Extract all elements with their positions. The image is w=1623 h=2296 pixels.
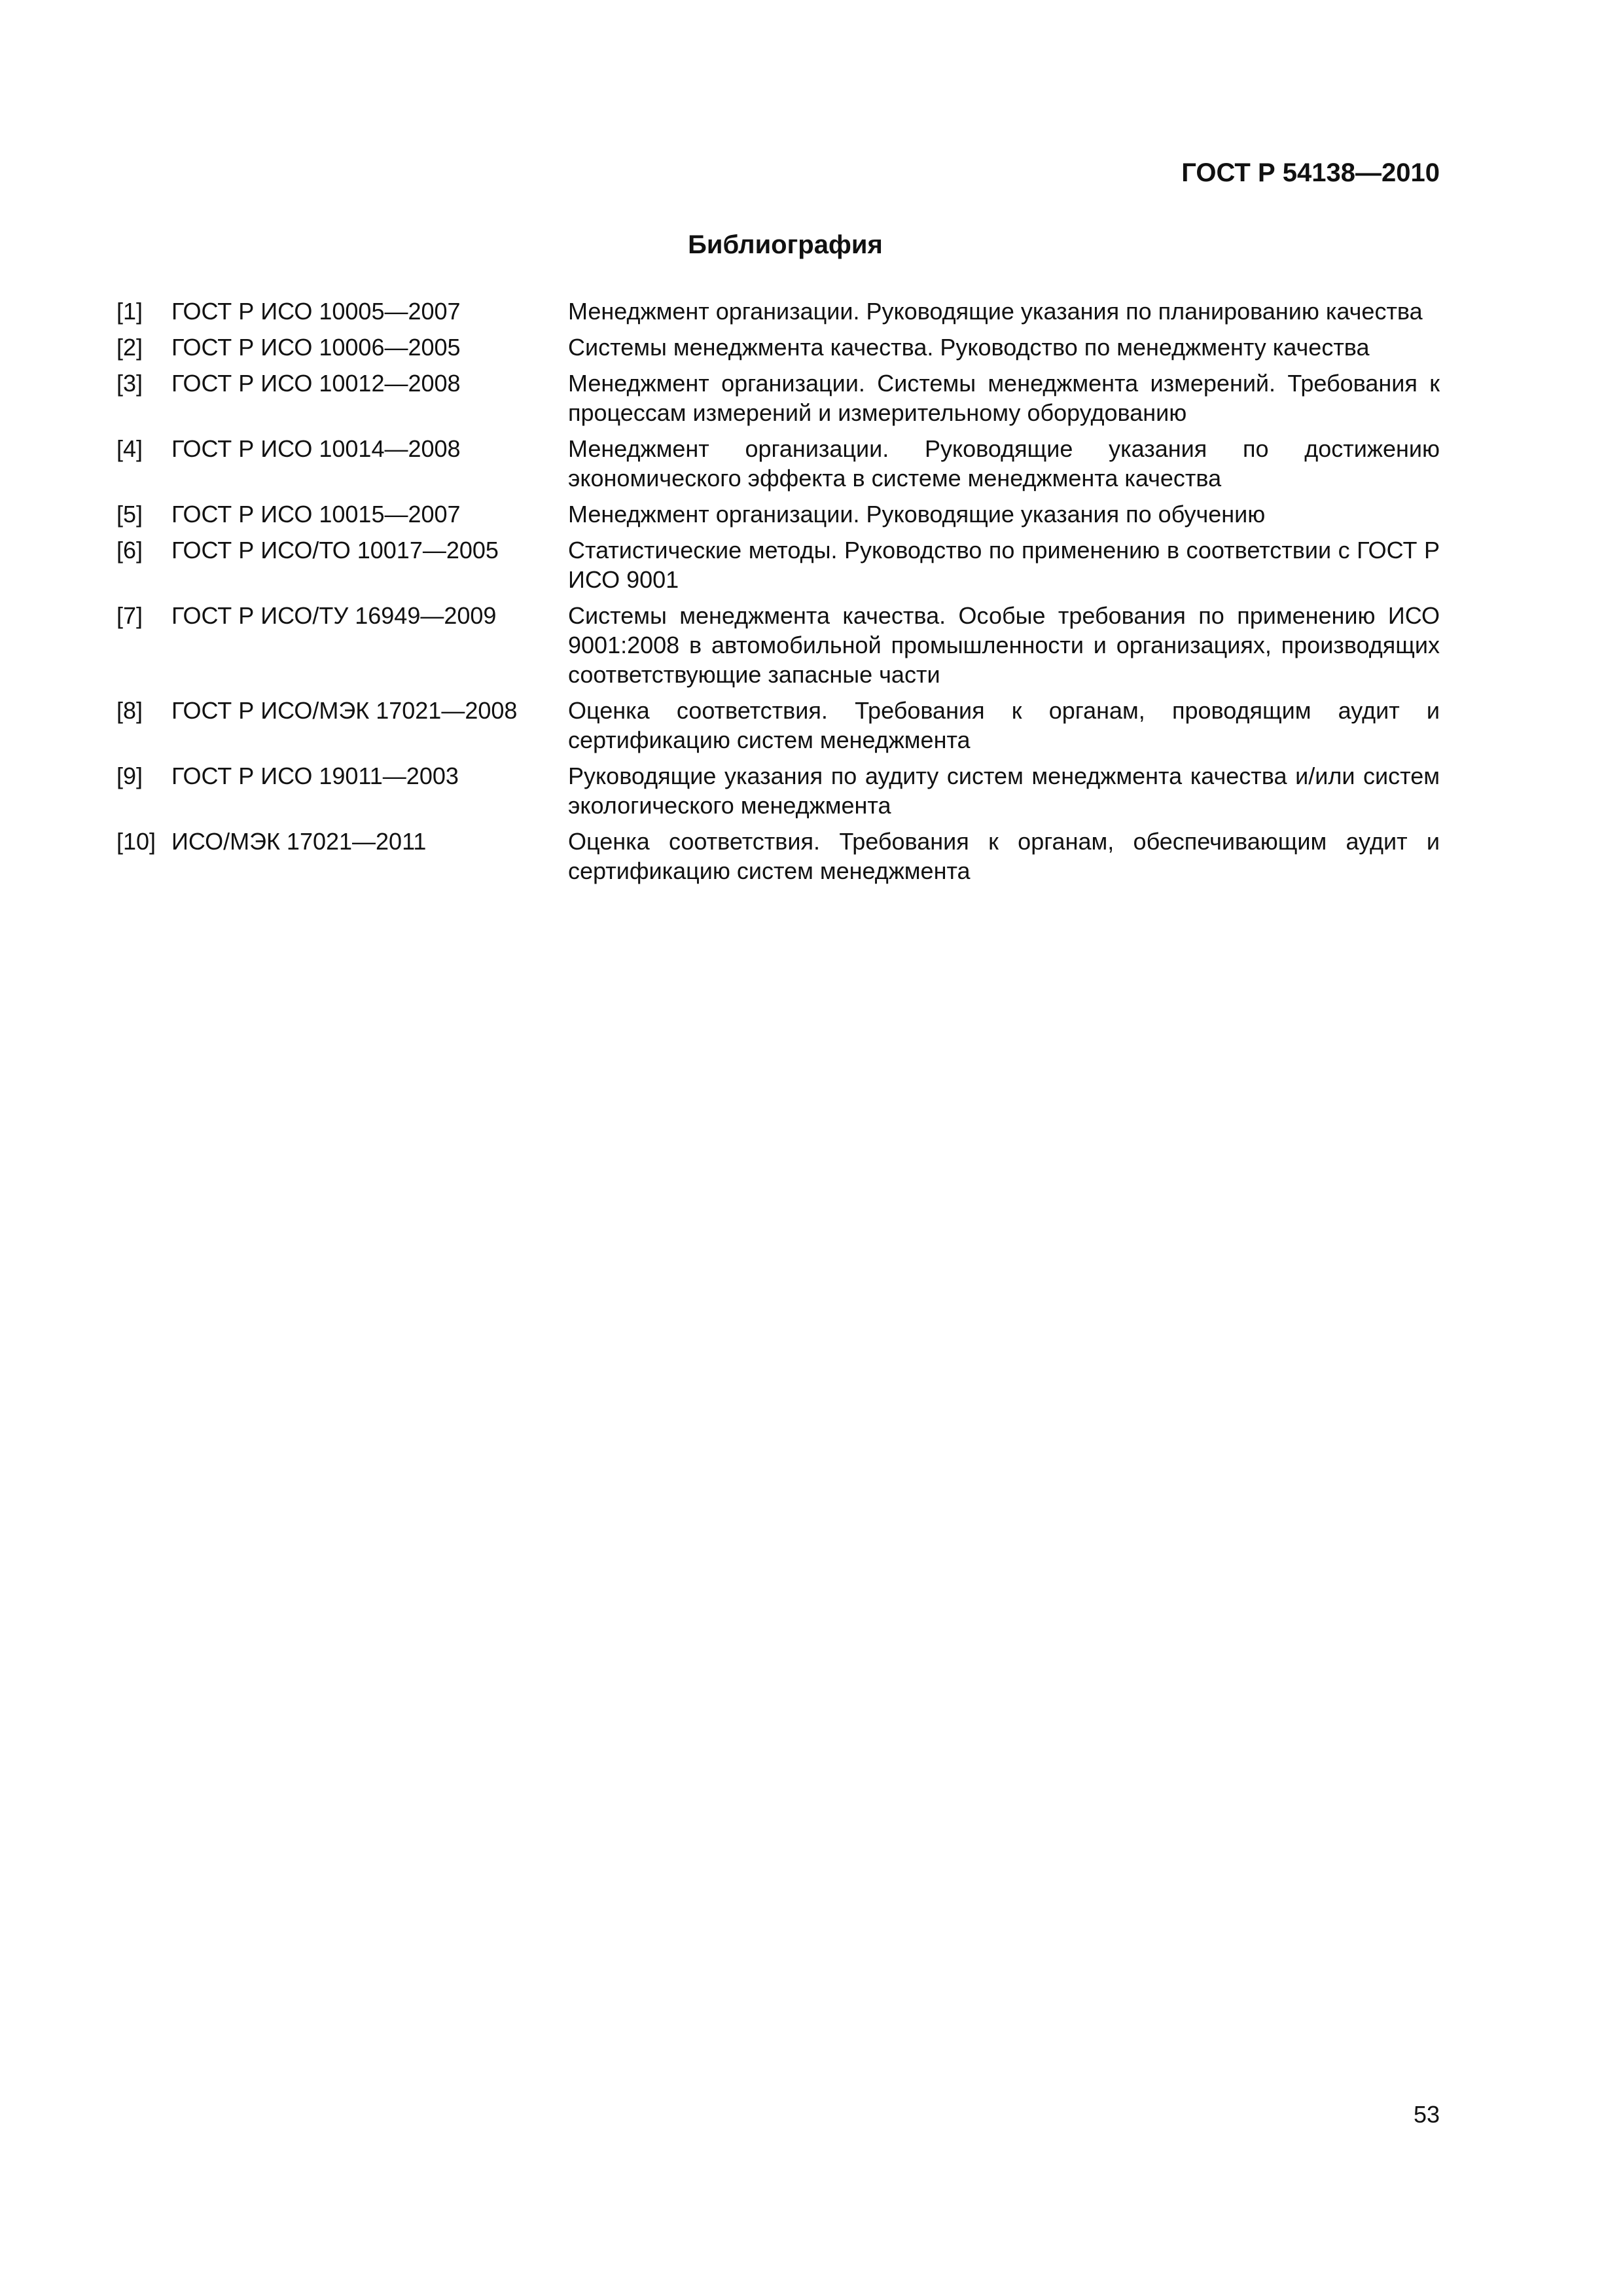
entry-standard-code: ГОСТ Р ИСО 10006—2005: [171, 334, 461, 361]
entry-standard-code: ГОСТ Р ИСО 10012—2008: [171, 370, 461, 397]
entry-standard-code: ИСО/МЭК 17021—2011: [171, 828, 427, 855]
entry-number: [5]: [116, 501, 143, 528]
entry-standard-code: ГОСТ Р ИСО 10005—2007: [171, 298, 461, 325]
entry-title: Менеджмент организации. Системы менеджмента измерений. Требования к процессам измерений и измерительному оборудованию: [568, 370, 1440, 426]
bibliography-entry: [116, 761, 1440, 820]
entry-number: [4]: [116, 435, 143, 462]
entry-title: Системы менеджмента качества. Руководство по менеджменту качества: [568, 334, 1370, 361]
entry-standard-code: ГОСТ Р ИСО 10014—2008: [171, 435, 461, 462]
entry-standard-code: ГОСТ Р ИСО/ТУ 16949—2009: [171, 602, 497, 629]
entry-number: [7]: [116, 602, 143, 629]
bibliography-list: [116, 296, 1440, 892]
bibliography-entry: [116, 827, 1440, 886]
entry-title: Менеджмент организации. Руководящие указания по достижению экономического эффекта в системе менеджмента качества: [568, 435, 1440, 492]
entry-number: [3]: [116, 370, 143, 397]
bibliography-entry: [116, 434, 1440, 493]
entry-title: Руководящие указания по аудиту систем менеджмента качества и/или систем экологического менеджмента: [568, 762, 1440, 819]
bibliography-entry: [116, 601, 1440, 689]
bibliography-entry: [116, 332, 1440, 362]
document-code: ГОСТ Р 54138—2010: [1181, 158, 1440, 187]
entry-number: [1]: [116, 298, 143, 325]
bibliography-entry: [116, 296, 1440, 326]
entry-title: Менеджмент организации. Руководящие указания по обучению: [568, 501, 1266, 528]
bibliography-entry: [116, 696, 1440, 755]
entry-number: [6]: [116, 537, 143, 564]
bibliography-entry: [116, 499, 1440, 529]
entry-title: Статистические методы. Руководство по применению в соответствии с ГОСТ Р ИСО 9001: [568, 537, 1440, 593]
entry-title: Системы менеджмента качества. Особые требования по применению ИСО 9001:2008 в автомобильной промышленности и организациях, производящих соответствующие запасные части: [568, 602, 1440, 688]
entry-number: [2]: [116, 334, 143, 361]
entry-number: [8]: [116, 697, 143, 724]
page-number: 53: [1413, 2101, 1440, 2128]
section-title: Библиография: [688, 230, 883, 259]
entry-title: Менеджмент организации. Руководящие указания по планированию качества: [568, 298, 1423, 325]
bibliography-entry: [116, 368, 1440, 427]
entry-standard-code: ГОСТ Р ИСО/МЭК 17021—2008: [171, 697, 518, 724]
bibliography-entry: [116, 535, 1440, 594]
entry-title: Оценка соответствия. Требования к органам, проводящим аудит и сертификацию систем менеджмента: [568, 697, 1440, 753]
entry-number: [9]: [116, 762, 143, 789]
entry-standard-code: ГОСТ Р ИСО 19011—2003: [171, 762, 459, 789]
entry-standard-code: ГОСТ Р ИСО/ТО 10017—2005: [171, 537, 499, 564]
entry-standard-code: ГОСТ Р ИСО 10015—2007: [171, 501, 461, 528]
entry-number: [10]: [116, 828, 156, 855]
entry-title: Оценка соответствия. Требования к органам, обеспечивающим аудит и сертификацию систем менеджмента: [568, 828, 1440, 884]
